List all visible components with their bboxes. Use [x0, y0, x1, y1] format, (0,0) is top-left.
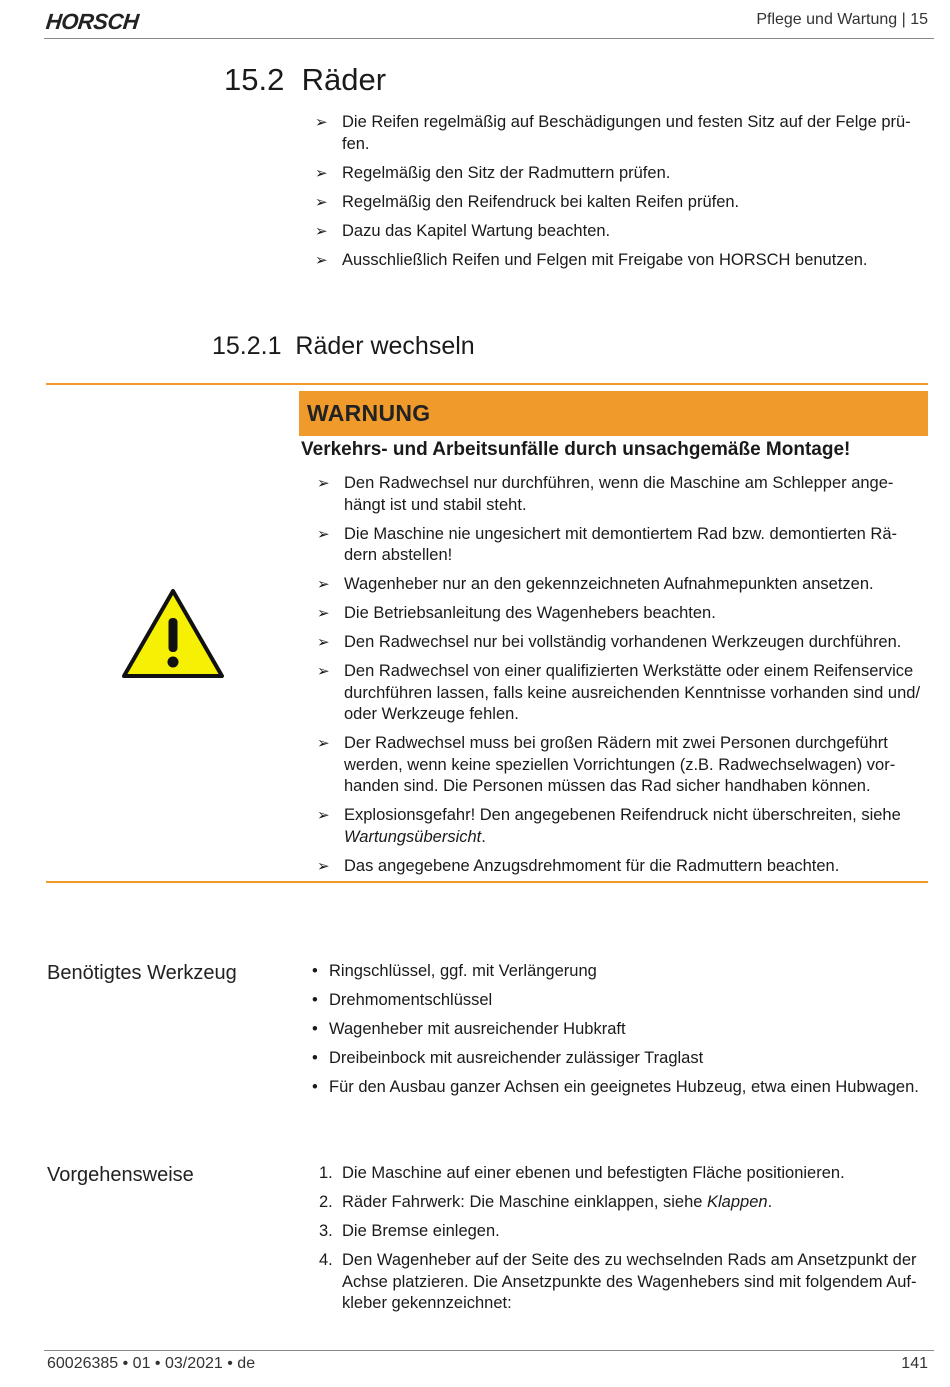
arrow-bullet-icon: ➢	[315, 164, 328, 182]
bullet-dot-icon: •	[312, 1078, 318, 1096]
bullet-dot-icon: •	[312, 1020, 318, 1038]
footer-rule	[44, 1350, 934, 1351]
arrow-bullet-icon: ➢	[315, 193, 328, 211]
list-item: ➢ Der Radwechsel muss bei großen Rädern mit zwei Personen durchgeführt werden, wenn keine speziellen Vorrichtungen (z.B. Radwechselwagen) vor- handen sind. Die Personen müssen das Rad sicher handhaben können.	[317, 734, 896, 795]
arrow-bullet-icon: ➢	[317, 525, 330, 543]
document-number: 60026385 • 01 • 03/2021 • de	[47, 1355, 256, 1372]
tools-label: Benötigtes Werkzeug	[47, 962, 237, 984]
bullet-dot-icon: •	[312, 962, 318, 980]
list-item: ➢ Ausschließlich Reifen und Felgen mit Freigabe von HORSCH benutzen.	[342, 250, 932, 272]
arrow-bullet-icon: ➢	[317, 807, 330, 824]
arrow-bullet-icon: ➢	[317, 576, 330, 593]
tools-list	[312, 961, 929, 1106]
arrow-bullet-icon: ➢	[317, 663, 330, 680]
section-title: Räder	[301, 62, 387, 97]
list-item: • Wagenheber mit ausreichender Hubkraft	[329, 1019, 929, 1041]
warning-bottom-rule	[46, 881, 928, 883]
subsection-heading	[212, 332, 475, 361]
arrow-bullet-icon: ➢	[317, 735, 330, 752]
arrow-bullet-icon: ➢	[317, 634, 330, 651]
cross-reference-link[interactable]: Klappen	[707, 1193, 768, 1211]
list-item: ➢ Wagenheber nur an den gekennzeichneten Aufnahmepunkten ansetzen.	[344, 574, 929, 596]
header-rule	[44, 38, 934, 39]
subsection-number: 15.2.1	[212, 332, 282, 360]
arrow-bullet-icon: ➢	[317, 475, 330, 492]
procedure-step: 2. Räder Fahrwerk: Die Maschine einklappen, siehe Klappen.	[319, 1193, 773, 1211]
list-item: ➢ Die Maschine nie ungesichert mit demontiertem Rad bzw. demontierten Rä- dern abstellen!	[317, 524, 898, 564]
arrow-bullet-icon: ➢	[315, 251, 328, 269]
bullet-dot-icon: •	[312, 991, 318, 1009]
list-item: ➢ Den Radwechsel nur bei vollständig vorhandenen Werkzeugen durchführen.	[344, 632, 929, 654]
list-item: • Dreibeinbock mit ausreichender zulässiger Traglast	[329, 1048, 929, 1070]
list-item: ➢ Den Radwechsel von einer qualifizierten Werkstätte oder einem Reifenservice durchführen lassen, falls keine ausreichenden Kenntnisse vorhanden sind und/ oder Werkzeuge fehlen.	[317, 662, 921, 723]
list-item: ➢ Dazu das Kapitel Wartung beachten.	[342, 221, 932, 243]
procedure-steps	[319, 1163, 932, 1322]
section-number: 15.2	[224, 62, 285, 97]
list-item: • Für den Ausbau ganzer Achsen ein geeignetes Hubzeug, etwa einen Hubwagen.	[329, 1077, 929, 1099]
warning-triangle-icon	[121, 588, 225, 680]
list-item: ➢ Die Reifen regelmäßig auf Beschädigungen und festen Sitz auf der Felge prü- fen.	[315, 113, 911, 153]
section-heading	[224, 62, 386, 98]
bullet-dot-icon: •	[312, 1049, 318, 1067]
chapter-header: Pflege und Wartung | 15	[756, 11, 928, 28]
subsection-title: Räder wechseln	[295, 332, 475, 360]
list-item: ➢ Die Betriebsanleitung des Wagenhebers beachten.	[344, 603, 929, 625]
procedure-step: 4. Den Wagenheber auf der Seite des zu wechselnden Rads am Ansetzpunkt der Achse platzieren. Die Ansetzpunkte des Wagenhebers sind mit folgendem Auf- kleber gekennzeichnet:	[319, 1251, 917, 1312]
arrow-bullet-icon: ➢	[317, 857, 330, 875]
page-number: 141	[901, 1355, 928, 1372]
list-item: ➢ Das angegebene Anzugsdrehmoment für die Radmuttern beachten.	[344, 856, 929, 878]
arrow-bullet-icon: ➢	[317, 605, 330, 622]
procedure-step: 1. Die Maschine auf einer ebenen und befestigten Fläche positionieren.	[319, 1164, 845, 1182]
procedure-step: 3. Die Bremse einlegen.	[319, 1222, 500, 1240]
list-item: ➢ Den Radwechsel nur durchführen, wenn die Maschine am Schlepper ange- hängt ist und stabil steht.	[317, 474, 894, 514]
horsch-logo: HORSCH	[44, 9, 140, 34]
warning-item-list	[317, 473, 929, 885]
warning-banner	[299, 391, 928, 436]
procedure-label: Vorgehensweise	[47, 1164, 194, 1186]
list-item: • Ringschlüssel, ggf. mit Verlängerung	[329, 961, 929, 983]
warning-top-rule	[46, 383, 928, 385]
warning-headline: Verkehrs- und Arbeitsunfälle durch unsachgemäße Montage!	[301, 439, 851, 460]
arrow-bullet-icon: ➢	[315, 222, 328, 240]
list-item: ➢ Explosionsgefahr! Den angegebenen Reifendruck nicht überschreiten, siehe Wartungsübersicht.	[317, 806, 901, 846]
list-item: • Drehmomentschlüssel	[329, 990, 929, 1012]
cross-reference-link[interactable]: Wartungsübersicht	[344, 827, 482, 846]
warning-label: WARNUNG	[307, 400, 431, 426]
arrow-bullet-icon: ➢	[315, 114, 328, 131]
list-item: ➢ Regelmäßig den Reifendruck bei kalten Reifen prüfen.	[342, 192, 932, 214]
list-item: ➢ Regelmäßig den Sitz der Radmuttern prüfen.	[342, 163, 932, 185]
section-bullet-list	[315, 112, 932, 279]
